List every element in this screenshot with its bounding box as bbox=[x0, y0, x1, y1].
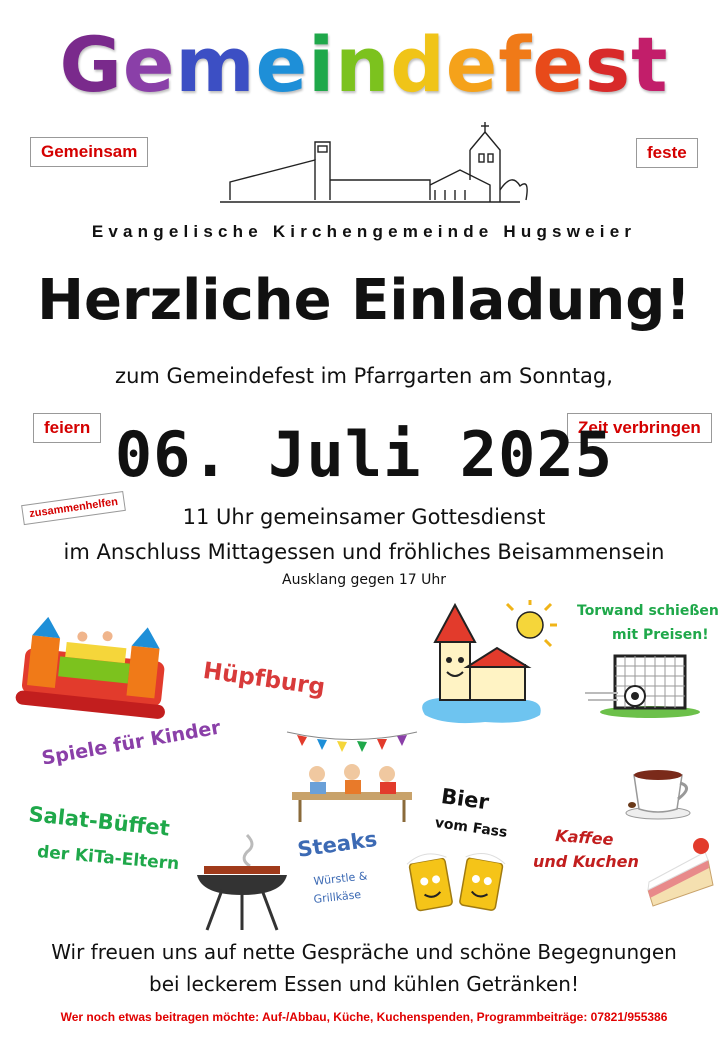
closing-line-1: Wir freuen uns auf nette Gespräche und schöne Begegnungen bbox=[51, 940, 677, 964]
party-table-icon bbox=[282, 722, 420, 830]
title-letter: e bbox=[255, 20, 309, 109]
cartoon-church-icon bbox=[405, 600, 565, 735]
contact-note: Wer noch etwas beitragen möchte: Auf-/Abbau, Küche, Kuchenspenden, Programmbeiträge: 07821/955386 bbox=[60, 1010, 668, 1024]
page-title bbox=[0, 20, 728, 110]
kaffee-label: Kaffee bbox=[554, 826, 615, 850]
title-letter: s bbox=[584, 20, 632, 109]
program-service: 11 Uhr gemeinsamer Gottesdienst bbox=[182, 505, 546, 529]
subtitle: Evangelische Kirchengemeinde Hugsweier bbox=[91, 222, 637, 241]
beer-mugs-icon bbox=[403, 845, 511, 915]
coffee-cup-icon bbox=[622, 763, 696, 821]
vom-fass-label: vom Fass bbox=[433, 815, 509, 842]
intro-text: zum Gemeindefest im Pfarrgarten am Sonntag, bbox=[115, 364, 613, 388]
bouncy-castle-icon bbox=[10, 600, 180, 725]
wuerstle-label: Würstle & bbox=[313, 869, 368, 888]
torwand-label: Torwand schießen bbox=[577, 603, 719, 619]
program-lunch: im Anschluss Mittagessen und fröhliches Beisammensein bbox=[63, 540, 665, 564]
title-letter: e bbox=[445, 20, 499, 109]
grillkaese-label: Grillkäse bbox=[313, 888, 362, 906]
headline: Herzliche Einladung! bbox=[37, 268, 691, 333]
church-sketch-icon bbox=[220, 120, 540, 220]
title-letter: f bbox=[498, 20, 533, 109]
title-letter: m bbox=[175, 20, 256, 109]
program-end: Ausklang gegen 17 Uhr bbox=[282, 572, 446, 588]
title-letter: e bbox=[122, 20, 176, 109]
title-letter: i bbox=[308, 20, 336, 109]
closing-line-2: bei leckerem Essen und kühlen Getränken! bbox=[149, 972, 579, 996]
salat-label: Salat-Büffet bbox=[27, 802, 171, 841]
title-letter: t bbox=[631, 20, 669, 109]
spiele-label: Spiele für Kinder bbox=[40, 716, 223, 770]
soccer-goal-icon bbox=[580, 648, 700, 720]
torwand-preise-label: mit Preisen! bbox=[612, 627, 709, 643]
label-gemeinsam: Gemeinsam bbox=[30, 137, 148, 167]
steaks-label: Steaks bbox=[296, 826, 379, 862]
kuchen-label: und Kuchen bbox=[533, 852, 639, 871]
grill-icon bbox=[192, 830, 294, 935]
event-date: 06. Juli 2025 bbox=[114, 418, 614, 491]
bier-label: Bier bbox=[439, 784, 491, 815]
huepfburg-label: Hüpfburg bbox=[201, 658, 327, 701]
title-letter: e bbox=[532, 20, 585, 109]
title-letter: G bbox=[59, 20, 123, 109]
label-feiern: feiern bbox=[33, 413, 101, 443]
cake-icon bbox=[643, 830, 718, 908]
title-letter: n bbox=[335, 20, 391, 109]
title-letter: d bbox=[390, 20, 446, 109]
label-feste: feste bbox=[636, 138, 698, 168]
label-zeit-verbringen: Zeit verbringen bbox=[567, 413, 712, 443]
label-zusammenhelfen: zusammenhelfen bbox=[21, 491, 126, 525]
kita-label: der KiTa-Eltern bbox=[36, 842, 180, 875]
